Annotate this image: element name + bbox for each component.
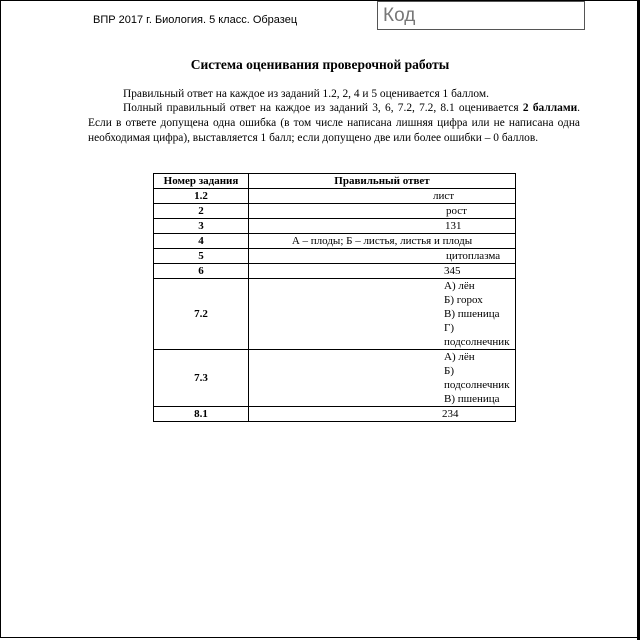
task-number: 7.3 <box>154 350 249 407</box>
correct-answer <box>249 350 516 407</box>
answers-table <box>153 173 516 422</box>
task-number: 1.2 <box>154 189 249 204</box>
task-number: 7.2 <box>154 279 249 350</box>
task-number: 6 <box>154 264 249 279</box>
paragraph-2 <box>88 101 580 146</box>
paragraph-2-end: . Если в ответе допущена одна ошибка (в том числе написана лишняя цифра или не написана одна необходимая цифра), выставляется 1 балл; если допущено две или более ошибки – 0 баллов. <box>88 102 580 144</box>
table-row <box>154 350 516 407</box>
table-row <box>154 189 516 204</box>
correct-answer: 234 <box>249 407 516 422</box>
header-text: ВПР 2017 г. Биология. 5 класс. Образец <box>93 14 298 26</box>
correct-answer: 345 <box>249 264 516 279</box>
correct-answer: А – плоды; Б – листья, листья и плоды <box>249 234 516 249</box>
table-row <box>154 279 516 350</box>
answer-line: В) пшеница <box>444 393 500 405</box>
correct-answer: цитоплазма <box>249 249 516 264</box>
correct-answer: лист <box>249 189 516 204</box>
task-number: 8.1 <box>154 407 249 422</box>
correct-answer <box>249 279 516 350</box>
page-title: Система оценивания проверочной работы <box>190 57 450 72</box>
table-header-row <box>154 174 516 189</box>
correct-answer: рост <box>249 204 516 219</box>
answer-line: Б) горох <box>444 294 483 306</box>
paragraph-1: Правильный ответ на каждое из заданий 1.2, 2, 4 и 5 оценивается 1 баллом. <box>123 88 489 100</box>
answer-line: Г) подсолнечник <box>444 322 510 348</box>
table-row <box>154 234 516 249</box>
code-box: Код <box>377 1 585 30</box>
answer-line: Б) подсолнечник <box>444 365 510 391</box>
table-row <box>154 219 516 234</box>
paragraph-2-bold: 2 баллами <box>522 102 578 114</box>
answer-line: А) лён <box>444 280 475 292</box>
task-number: 3 <box>154 219 249 234</box>
answer-line: В) пшеница <box>444 308 500 320</box>
table-row <box>154 264 516 279</box>
header-correct-answer: Правильный ответ <box>249 174 516 189</box>
task-number: 4 <box>154 234 249 249</box>
header-task-number: Номер задания <box>154 174 249 189</box>
paragraph-2-start: Полный правильный ответ на каждое из заданий 3, 6, 7.2, 7.2, 8.1 оценивается <box>123 102 523 114</box>
task-number: 5 <box>154 249 249 264</box>
table-row <box>154 204 516 219</box>
correct-answer: 131 <box>249 219 516 234</box>
table-row <box>154 249 516 264</box>
table-row <box>154 407 516 422</box>
answer-line: А) лён <box>444 351 475 363</box>
task-number: 2 <box>154 204 249 219</box>
